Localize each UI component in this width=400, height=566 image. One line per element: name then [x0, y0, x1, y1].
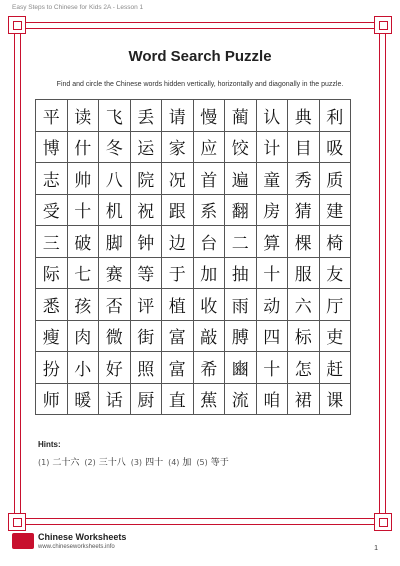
grid-cell[interactable]: 十 — [67, 194, 99, 226]
hint-number: (3) — [130, 458, 143, 467]
grid-cell[interactable]: 话 — [99, 383, 131, 415]
frame-corner-ornament — [374, 16, 392, 34]
grid-cell[interactable]: 家 — [162, 131, 194, 163]
grid-cell[interactable]: 十 — [256, 352, 288, 384]
grid-cell[interactable]: 否 — [99, 289, 131, 321]
hint-word: 加 — [182, 458, 192, 468]
grid-cell[interactable]: 直 — [162, 383, 194, 415]
grid-cell[interactable]: 算 — [256, 226, 288, 258]
grid-cell[interactable]: 四 — [256, 320, 288, 352]
hint-number: (5) — [196, 458, 208, 467]
grid-cell[interactable]: 质 — [319, 163, 351, 195]
grid-cell[interactable]: 认 — [256, 100, 288, 132]
grid-cell[interactable]: 标 — [288, 320, 320, 352]
hint-number: (2) — [84, 458, 96, 467]
hint-number: (4) — [168, 458, 180, 467]
grid-cell[interactable]: 猜 — [288, 194, 320, 226]
grid-cell[interactable]: 首 — [193, 163, 225, 195]
brand-url: www.chineseworksheets.info — [38, 544, 115, 550]
grid-cell[interactable]: 富 — [162, 320, 194, 352]
grid-cell[interactable]: 计 — [256, 131, 288, 163]
grid-cell[interactable]: 钟 — [130, 226, 162, 258]
grid-cell[interactable]: 房 — [256, 194, 288, 226]
grid-row — [36, 194, 351, 226]
grid-cell[interactable]: 棵 — [288, 226, 320, 258]
hint-item — [196, 458, 228, 468]
hint-word: 四十 — [145, 458, 164, 468]
grid-cell[interactable]: 帅 — [67, 163, 99, 195]
grid-cell[interactable]: 吸 — [319, 131, 351, 163]
frame-corner-ornament — [374, 513, 392, 531]
grid-cell[interactable]: 小 — [67, 352, 99, 384]
grid-cell[interactable]: 敲 — [193, 320, 225, 352]
hint-item — [84, 458, 125, 468]
hint-word: 等于 — [210, 458, 229, 468]
grid-cell[interactable]: 赶 — [319, 352, 351, 384]
grid-row — [36, 289, 351, 321]
grid-cell[interactable]: 跟 — [162, 194, 194, 226]
grid-cell[interactable]: 咱 — [256, 383, 288, 415]
grid-row — [36, 131, 351, 163]
grid-cell[interactable]: 边 — [162, 226, 194, 258]
grid-row — [36, 226, 351, 258]
grid-cell[interactable]: 膊 — [225, 320, 257, 352]
grid-cell[interactable]: 蕉 — [193, 383, 225, 415]
grid-cell[interactable]: 厅 — [319, 289, 351, 321]
grid-cell[interactable]: 照 — [130, 352, 162, 384]
frame-corner-ornament — [8, 513, 26, 531]
hints-list — [38, 455, 234, 468]
grid-cell[interactable]: 微 — [99, 320, 131, 352]
grid-cell[interactable]: 运 — [130, 131, 162, 163]
header-text: Easy Steps to Chinese for Kids 2A - Lesson 1 — [12, 4, 144, 11]
grid-row — [36, 100, 351, 132]
grid-cell[interactable]: 椅 — [319, 226, 351, 258]
grid-cell[interactable]: 八 — [99, 163, 131, 195]
grid-cell[interactable]: 冬 — [99, 131, 131, 163]
grid-cell[interactable]: 平 — [36, 100, 68, 132]
grid-cell[interactable]: 加 — [193, 257, 225, 289]
grid-cell[interactable]: 丢 — [130, 100, 162, 132]
grid-cell[interactable]: 服 — [288, 257, 320, 289]
grid-cell[interactable]: 飞 — [99, 100, 131, 132]
brand-name: Chinese Worksheets — [38, 532, 127, 542]
grid-cell[interactable]: 七 — [67, 257, 99, 289]
hints-label: Hints: — [38, 440, 61, 449]
grid-cell[interactable]: 孩 — [67, 289, 99, 321]
grid-cell[interactable]: 豳 — [225, 352, 257, 384]
frame-corner-ornament — [8, 16, 26, 34]
grid-cell[interactable]: 等 — [130, 257, 162, 289]
grid-cell[interactable]: 况 — [162, 163, 194, 195]
grid-cell[interactable]: 请 — [162, 100, 194, 132]
grid-cell[interactable]: 肉 — [67, 320, 99, 352]
hint-item — [168, 458, 191, 468]
grid-cell[interactable]: 目 — [288, 131, 320, 163]
grid-row — [36, 257, 351, 289]
grid-cell[interactable]: 裙 — [288, 383, 320, 415]
grid-cell[interactable]: 秀 — [288, 163, 320, 195]
grid-cell[interactable]: 破 — [67, 226, 99, 258]
page-number: 1 — [374, 545, 378, 552]
grid-cell[interactable]: 什 — [67, 131, 99, 163]
grid-cell[interactable]: 瘦 — [36, 320, 68, 352]
grid-cell[interactable]: 翻 — [225, 194, 257, 226]
grid-cell[interactable]: 博 — [36, 131, 68, 163]
grid-cell[interactable]: 好 — [99, 352, 131, 384]
grid-cell[interactable]: 赛 — [99, 257, 131, 289]
grid-cell[interactable]: 志 — [36, 163, 68, 195]
grid-cell[interactable]: 希 — [193, 352, 225, 384]
grid-cell[interactable]: 三 — [36, 226, 68, 258]
grid-cell[interactable]: 利 — [319, 100, 351, 132]
word-search-grid — [35, 99, 351, 415]
grid-cell[interactable]: 悉 — [36, 289, 68, 321]
grid-row — [36, 320, 351, 352]
grid-cell[interactable]: 师 — [36, 383, 68, 415]
grid-cell[interactable]: 评 — [130, 289, 162, 321]
grid-cell[interactable]: 雨 — [225, 289, 257, 321]
grid-cell[interactable]: 吏 — [319, 320, 351, 352]
grid-cell[interactable]: 流 — [225, 383, 257, 415]
grid-cell[interactable]: 怎 — [288, 352, 320, 384]
grid-cell[interactable]: 慢 — [193, 100, 225, 132]
chinese-worksheets-logo-icon — [12, 533, 34, 549]
hint-number: (1) — [38, 458, 50, 467]
grid-cell[interactable]: 台 — [193, 226, 225, 258]
grid-cell[interactable]: 童 — [256, 163, 288, 195]
grid-cell[interactable]: 暖 — [67, 383, 99, 415]
grid-cell[interactable]: 建 — [319, 194, 351, 226]
hint-word: 三十八 — [98, 458, 126, 468]
grid-cell[interactable]: 饺 — [225, 131, 257, 163]
grid-cell[interactable]: 动 — [256, 289, 288, 321]
grid-cell[interactable]: 街 — [130, 320, 162, 352]
hint-item — [38, 458, 79, 468]
grid-cell[interactable]: 祝 — [130, 194, 162, 226]
grid-cell[interactable]: 六 — [288, 289, 320, 321]
grid-cell[interactable]: 读 — [67, 100, 99, 132]
grid-cell[interactable]: 课 — [319, 383, 351, 415]
grid-cell[interactable]: 友 — [319, 257, 351, 289]
grid-row — [36, 163, 351, 195]
grid-row — [36, 383, 351, 415]
grid-cell[interactable]: 典 — [288, 100, 320, 132]
grid-cell[interactable]: 于 — [162, 257, 194, 289]
grid-cell[interactable]: 收 — [193, 289, 225, 321]
grid-cell[interactable]: 遍 — [225, 163, 257, 195]
grid-row — [36, 352, 351, 384]
grid-cell[interactable]: 十 — [256, 257, 288, 289]
grid-cell[interactable]: 富 — [162, 352, 194, 384]
grid-cell[interactable]: 植 — [162, 289, 194, 321]
grid-cell[interactable]: 脚 — [99, 226, 131, 258]
grid-cell[interactable]: 厨 — [130, 383, 162, 415]
grid-cell[interactable]: 系 — [193, 194, 225, 226]
grid-cell[interactable]: 机 — [99, 194, 131, 226]
grid-cell[interactable]: 应 — [193, 131, 225, 163]
grid-cell[interactable]: 际 — [36, 257, 68, 289]
hint-word: 二十六 — [52, 458, 80, 468]
grid-cell[interactable]: 抽 — [225, 257, 257, 289]
hint-item — [131, 458, 163, 468]
page-title: Word Search Puzzle — [128, 48, 272, 65]
grid-cell[interactable]: 蔺 — [225, 100, 257, 132]
grid-cell[interactable]: 二 — [225, 226, 257, 258]
grid-cell[interactable]: 院 — [130, 163, 162, 195]
grid-cell[interactable]: 扮 — [36, 352, 68, 384]
instructions-text: Find and circle the Chinese words hidden vertically, horizontally and diagonally in the puzzle. — [56, 81, 344, 88]
grid-cell[interactable]: 受 — [36, 194, 68, 226]
